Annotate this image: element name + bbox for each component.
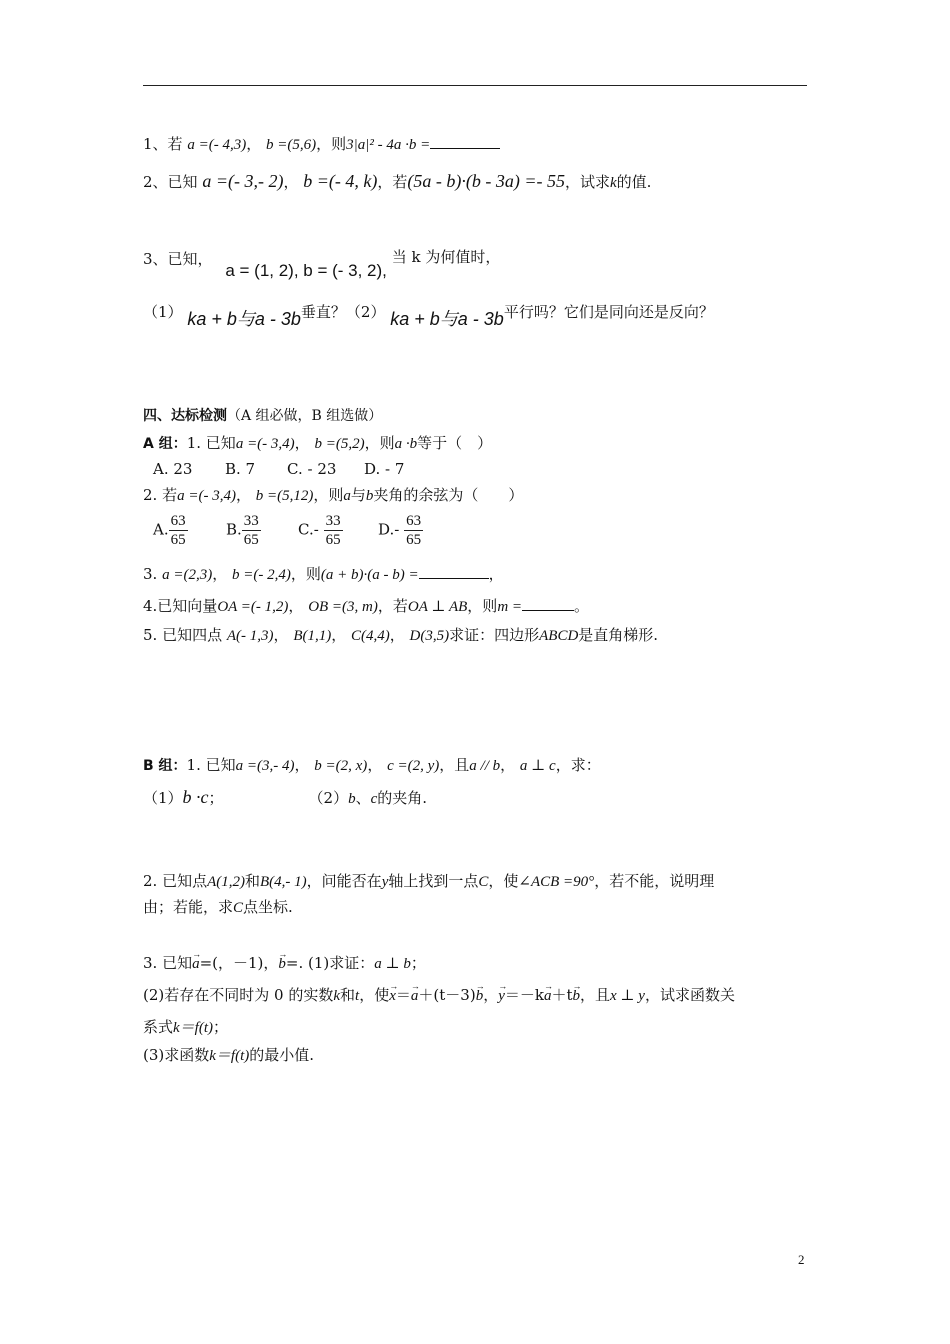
q2-tail: 的值. <box>616 173 652 191</box>
question-1: 1、若 a =(- 4,3)， b =(5,6)，则3|a|² - 4a ·b = <box>143 132 500 156</box>
question-2: 2、已知 a =(- 3,- 2)， b =(- 4, k)，若(5a - b)·(b - 3a) =- 55，试求k的值. <box>143 171 652 191</box>
q3-ask: 当 k 为何值时， <box>391 248 501 266</box>
b1-sub2-label: （2） <box>308 789 349 807</box>
b2-q3: ，使 <box>488 872 519 890</box>
b2-angle: ∠ACB =90° <box>518 874 595 890</box>
b3b-k: k <box>333 988 341 1004</box>
b1-sub1-label: （1） <box>143 789 183 807</box>
b3b-t: t <box>355 988 360 1004</box>
a2-b: b <box>365 488 374 504</box>
q1-expression: 3|a|² - 4a ·b = <box>346 137 431 153</box>
b2-point-a: A(1,2) <box>207 874 245 890</box>
a1-expression: a ·b <box>394 436 418 452</box>
a5-tail: 求证：四边形 <box>449 626 540 644</box>
a2-a: a <box>343 488 351 504</box>
b3b-xplus: ＋(t－3) <box>418 986 476 1004</box>
b2-c: C <box>478 874 489 890</box>
q2-condition: ，若 <box>377 173 408 191</box>
b2-text: 2. 已知点 <box>143 872 208 890</box>
b1-subquestions <box>143 786 427 810</box>
q3-part1-text: 垂直？（2） <box>300 303 386 321</box>
a5-point-a: A(- 1,3) <box>226 628 274 644</box>
a2-option-b[interactable]: B. $\frac{33}{65}$ <box>226 513 259 548</box>
b3d-tail: 的最小值. <box>249 1046 315 1064</box>
q3-number: 3、已知， <box>143 250 213 268</box>
q1-then: ，则 <box>316 135 347 153</box>
b3-vector-b: → b <box>278 953 286 975</box>
b3c-f: k＝f(t) <box>173 1020 213 1036</box>
a2-vector-a: a =(- 3,4) <box>177 488 236 504</box>
group-b-label: B 组： <box>143 758 187 774</box>
b1-sub1-end: ； <box>208 789 224 807</box>
a1-vector-b: b =(5,2) <box>314 436 365 452</box>
b1-tail: ，求： <box>555 756 601 774</box>
q2-vector-a: a =(- 3,- 2) <box>202 171 284 191</box>
q1-vector-a: a =(- 4,3) <box>187 137 247 153</box>
b2-y: y <box>381 874 389 890</box>
a2-option-c[interactable]: C.- $\frac{33}{65}$ <box>298 513 341 548</box>
b1-vector-b: b =(2, x) <box>314 758 368 774</box>
a5-text: 5. 已知四点 <box>143 626 223 644</box>
q3-part1-label: （1） <box>143 303 183 321</box>
a1-then: ，则 <box>364 434 395 452</box>
a2-option-a[interactable]: A. $\frac{63}{65}$ <box>153 513 186 548</box>
b-question-2-cont <box>143 896 293 919</box>
a4-answer-blank[interactable] <box>522 594 574 611</box>
b-question-3-part2 <box>143 984 735 1007</box>
a2-with: 与 <box>350 486 366 504</box>
a4-m: m = <box>497 599 523 615</box>
b3b-sep: ， <box>483 986 499 1004</box>
a4-cond: ，若 <box>377 597 408 615</box>
a1-option-b[interactable]: B. 7 <box>225 460 256 478</box>
a-question-2: 2. 若a =(- 3,4)， b =(5,12)，则a与b夹角的余弦为（ ） <box>143 486 524 504</box>
b1-sub2-b: b <box>348 791 356 807</box>
b1-parallel: a // b <box>469 758 501 774</box>
q3-part1-expression: ka + b与a - 3b <box>187 309 301 329</box>
a2-option-d[interactable]: D.- $\frac{63}{65}$ <box>378 513 422 548</box>
b3b-cond: ，且 <box>580 986 611 1004</box>
a3-then: ，则 <box>290 565 321 583</box>
b-question-3 <box>143 952 426 975</box>
a4-ob: OB =(3, m) <box>308 599 378 615</box>
a3-vector-b: b =(- 2,4) <box>232 567 291 583</box>
b3b-yeq: ＝－k <box>504 986 544 1004</box>
a4-perp: OA ⊥ AB <box>407 599 468 615</box>
b2-q2: 轴上找到一点 <box>388 872 479 890</box>
b3-eq2: =. (1)求证： <box>285 954 375 972</box>
a4-oa: OA =(- 1,2) <box>217 599 289 615</box>
a2-vector-b: b =(5,12) <box>255 488 314 504</box>
a4-text: 4.已知向量 <box>143 597 218 615</box>
a2-options <box>153 512 423 549</box>
b-question-2 <box>143 870 714 893</box>
b3b-yb: → b <box>573 985 581 1007</box>
b3-eq: =(，－1)， <box>199 954 279 972</box>
b1-sub2-sep: 、 <box>355 789 371 807</box>
b-question-3-part2-cont <box>143 1016 228 1039</box>
b3b-xeq: ＝ <box>395 986 411 1004</box>
a1-option-d[interactable]: D. - 7 <box>364 460 405 478</box>
b3b-xb: → b <box>476 985 484 1007</box>
page-number: 2 <box>798 1252 805 1267</box>
a2-then: ，则 <box>313 486 344 504</box>
b2-q4: ，若不能，说明理 <box>594 872 715 890</box>
a-question-5: 5. 已知四点 A(- 1,3)， B(1,1)， C(4,4)， D(3,5)求证：四边形ABCD是直角梯形. <box>143 626 659 644</box>
b1-sub1-expression: b ·c <box>182 787 209 807</box>
b2-and: 和 <box>245 872 261 890</box>
b3c-tail: ； <box>213 1018 229 1036</box>
question-3 <box>143 248 501 280</box>
q3-part2-text: 平行吗？它们是同向还是反向？ <box>503 303 714 321</box>
a-question-1: A 组：1. 已知a =(- 3,4)， b =(5,2)，则a ·b等于（ ） <box>143 434 493 452</box>
b-question-1: B 组：1. 已知a =(3,- 4)， b =(2, x)， c =(2, y)，且a // b， a ⊥ c，求： <box>143 756 601 774</box>
a3-vector-a: a =(2,3) <box>162 567 213 583</box>
b3b-yplus: ＋t <box>551 986 573 1004</box>
q2-ask: ，试求 <box>564 173 610 191</box>
a1-option-a[interactable]: A. 23 <box>153 460 193 478</box>
question-3-parts <box>143 300 714 329</box>
b3d-f: k＝f(t) <box>209 1048 250 1064</box>
q3-vectors: a = (1, 2), b = (- 3, 2), <box>225 261 387 280</box>
a1-vector-a: a =(- 3,4) <box>235 436 295 452</box>
b2b-tail: 点坐标. <box>243 898 293 916</box>
a5-point-d: D(3,5) <box>409 628 450 644</box>
a4-then: ，则 <box>467 597 498 615</box>
a1-tail: 等于（ ） <box>417 434 493 452</box>
q2-expression: (5a - b)·(b - 3a) =- 55 <box>407 171 565 191</box>
a3-text: 3. <box>143 565 158 583</box>
b1-and: ，且 <box>439 756 470 774</box>
b2-q: ，问能否在 <box>306 872 382 890</box>
a-question-3: 3. a =(2,3)， b =(- 2,4)，则(a + b)·(a - b) = ， <box>143 562 504 586</box>
section-note: （A 组必做，B 组选做） <box>227 408 383 424</box>
a1-options <box>153 458 404 480</box>
section-4-heading <box>143 404 382 427</box>
b1-vector-c: c =(2, y) <box>387 758 440 774</box>
q1-vector-b: b =(5,6) <box>265 137 317 153</box>
b1-vector-a: a =(3,- 4) <box>235 758 295 774</box>
section-title: 四、达标检测 <box>143 408 227 424</box>
q1-answer-blank[interactable] <box>430 132 500 149</box>
b1-sub2-tail: 的夹角. <box>377 789 428 807</box>
b3-text: 3. 已知 <box>143 954 193 972</box>
b3b-y: → y <box>498 985 505 1007</box>
a4-tail: 。 <box>574 597 590 615</box>
q1-number: 1、若 <box>143 135 183 153</box>
b1-perpendicular: a ⊥ c <box>519 758 556 774</box>
a5-point-b: B(1,1) <box>293 628 332 644</box>
header-rule <box>143 85 807 86</box>
a3-expression: (a + b)·(a - b) = <box>320 567 419 583</box>
b3b-text: (2)若存在不同时为 0 的实数 <box>143 986 334 1004</box>
b3b-tail: ，试求函数关 <box>644 986 735 1004</box>
a5-abcd: ABCD <box>539 628 579 644</box>
b3d-text: (3)求函数 <box>143 1046 210 1064</box>
a-question-4: 4.已知向量OA =(- 1,2)， OB =(3, m)，若OA ⊥ AB，则m = 。 <box>143 594 589 618</box>
b1-sub2-c: c <box>370 791 378 807</box>
a1-option-c[interactable]: C. - 23 <box>287 460 337 478</box>
b-question-3-part3 <box>143 1044 314 1067</box>
b2b-text: 由；若能，求 <box>143 898 234 916</box>
b3-vector-a: → a <box>192 953 200 975</box>
a5-end: 是直角梯形. <box>578 626 659 644</box>
q2-number: 2、已知 <box>143 173 198 191</box>
b3-perp: a ⊥ b <box>374 956 411 972</box>
a2-text: 2. 若 <box>143 486 178 504</box>
a3-tail: ， <box>488 565 504 583</box>
b2-point-b: B(4,- 1) <box>260 874 307 890</box>
q3-part2-expression: ka + b与a - 3b <box>390 309 504 329</box>
b3b-ya: → a <box>544 985 552 1007</box>
q2-vector-b: b =(- 4, k) <box>303 171 378 191</box>
b1-text: 1. 已知 <box>186 756 236 774</box>
b2b-c: C <box>233 900 244 916</box>
a2-tail: 夹角的余弦为（ ） <box>373 486 524 504</box>
b3b-x: → x <box>389 985 396 1007</box>
b3b-perp: x ⊥ y <box>610 988 645 1004</box>
q2-k: k <box>610 175 617 191</box>
b3-tail: ； <box>410 954 426 972</box>
a5-point-c: C(4,4) <box>351 628 390 644</box>
group-a-label: A 组： <box>143 436 187 452</box>
a3-answer-blank[interactable] <box>419 562 489 579</box>
b3b-xa: → a <box>411 985 419 1007</box>
b3b-and: 和 <box>340 986 356 1004</box>
b3c-text: 系式 <box>143 1018 174 1036</box>
b3b-use: ，使 <box>359 986 390 1004</box>
a1-text: 1. 已知 <box>186 434 236 452</box>
